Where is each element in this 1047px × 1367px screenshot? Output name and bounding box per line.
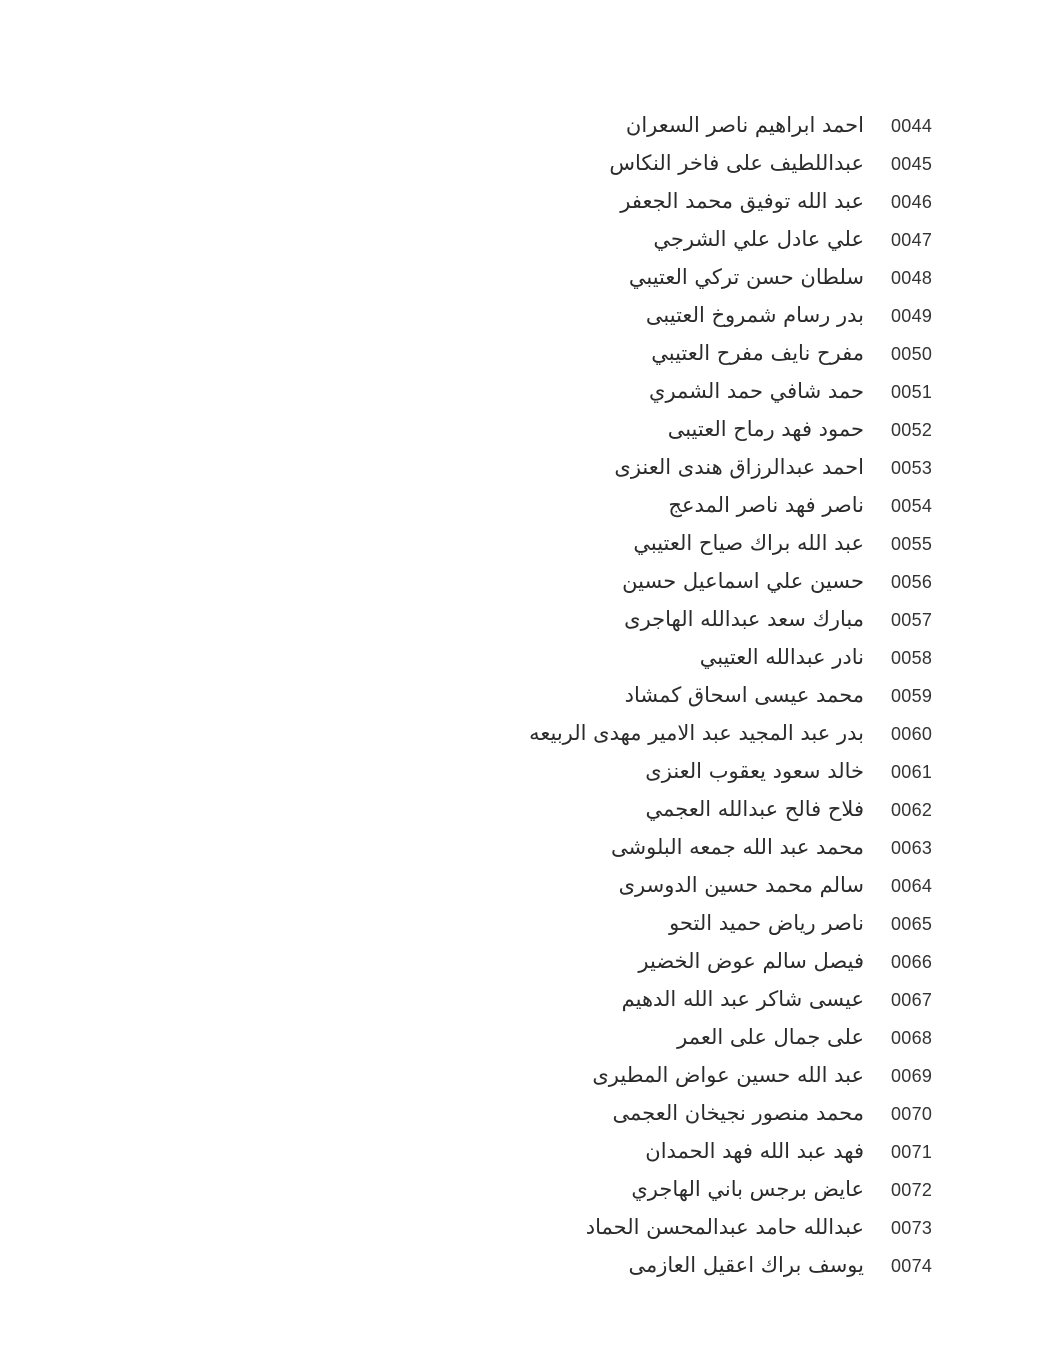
entry-name: عبد الله براك صياح العتيبي <box>633 531 864 555</box>
entry-name: يوسف براك اعقيل العازمى <box>628 1253 864 1277</box>
list-item <box>0 486 1047 524</box>
entry-name: احمد ابراهيم ناصر السعران <box>625 113 864 137</box>
list-item <box>0 942 1047 980</box>
entry-number: 0046 <box>891 192 933 212</box>
entry-name: عبدالله حامد عبدالمحسن الحماد <box>585 1215 864 1239</box>
list-item <box>0 372 1047 410</box>
entry-number: 0068 <box>891 1028 933 1048</box>
entry-name: فهد عبد الله فهد الحمدان <box>645 1139 864 1163</box>
entry-number: 0056 <box>891 572 933 592</box>
entry-name: محمد منصور نجيخان العجمى <box>612 1101 864 1125</box>
list-item <box>0 1170 1047 1208</box>
entry-number: 0054 <box>891 496 933 516</box>
entry-number: 0060 <box>891 724 933 744</box>
entry-name: حمد شافي حمد الشمري <box>649 379 864 403</box>
entry-number: 0071 <box>891 1142 933 1162</box>
entry-name: ناصر فهد ناصر المدعج <box>668 493 864 517</box>
entry-number: 0074 <box>891 1256 933 1276</box>
entry-number: 0065 <box>891 914 933 934</box>
names-list <box>0 106 1047 1284</box>
list-item <box>0 334 1047 372</box>
entry-number: 0067 <box>891 990 933 1010</box>
list-item <box>0 638 1047 676</box>
list-item <box>0 296 1047 334</box>
entry-number: 0049 <box>891 306 933 326</box>
entry-number: 0055 <box>891 534 933 554</box>
list-item <box>0 714 1047 752</box>
list-item <box>0 1246 1047 1284</box>
entry-number: 0062 <box>891 800 933 820</box>
list-item <box>0 144 1047 182</box>
list-item <box>0 1056 1047 1094</box>
entry-number: 0063 <box>891 838 933 858</box>
entry-number: 0051 <box>891 382 933 402</box>
list-item <box>0 562 1047 600</box>
entry-name: عيسى شاكر عبد الله الدهيم <box>621 987 864 1011</box>
entry-number: 0061 <box>891 762 933 782</box>
list-item <box>0 676 1047 714</box>
entry-name: عبد الله حسين عواض المطيرى <box>592 1063 864 1087</box>
entry-name: عبداللطيف على فاخر النكاس <box>609 151 864 175</box>
entry-name: سالم محمد حسين الدوسرى <box>618 873 864 897</box>
entry-name: مبارك سعد عبدالله الهاجرى <box>624 607 864 631</box>
entry-number: 0048 <box>891 268 933 288</box>
list-item <box>0 1132 1047 1170</box>
list-item <box>0 904 1047 942</box>
entry-name: بدر عبد المجيد عبد الامير مهدى الربيعه <box>529 721 864 745</box>
entry-number: 0066 <box>891 952 933 972</box>
entry-number: 0070 <box>891 1104 933 1124</box>
entry-name: علي عادل علي الشرجي <box>653 227 864 251</box>
entry-name: حسين علي اسماعيل حسين <box>622 569 864 593</box>
entry-number: 0064 <box>891 876 933 896</box>
list-item <box>0 258 1047 296</box>
list-item <box>0 600 1047 638</box>
entry-name: عايض برجس باني الهاجري <box>631 1177 864 1201</box>
list-item <box>0 752 1047 790</box>
entry-number: 0053 <box>891 458 933 478</box>
entry-number: 0044 <box>891 116 933 136</box>
list-item <box>0 980 1047 1018</box>
entry-number: 0052 <box>891 420 933 440</box>
entry-name: احمد عبدالرزاق هندى العنزى <box>614 455 864 479</box>
entry-name: على جمال على العمر <box>677 1025 864 1049</box>
entry-name: بدر رسام شمروخ العتيبى <box>645 303 864 327</box>
list-item <box>0 106 1047 144</box>
entry-number: 0058 <box>891 648 933 668</box>
entry-name: خالد سعود يعقوب العنزى <box>645 759 864 783</box>
entry-name: مفرح نايف مفرح العتيبي <box>651 341 864 365</box>
list-item <box>0 866 1047 904</box>
list-item <box>0 410 1047 448</box>
entry-name: حمود فهد رماح العتيبى <box>667 417 864 441</box>
entry-number: 0047 <box>891 230 933 250</box>
entry-number: 0073 <box>891 1218 933 1238</box>
entry-number: 0045 <box>891 154 933 174</box>
entry-name: ناصر رياض حميد التحو <box>669 911 864 935</box>
entry-name: محمد عيسى اسحاق كمشاد <box>624 683 864 707</box>
entry-name: فيصل سالم عوض الخضير <box>638 949 864 973</box>
entry-number: 0069 <box>891 1066 933 1086</box>
list-item <box>0 448 1047 486</box>
entry-number: 0050 <box>891 344 933 364</box>
list-item <box>0 524 1047 562</box>
entry-number: 0072 <box>891 1180 933 1200</box>
list-item <box>0 220 1047 258</box>
list-item <box>0 790 1047 828</box>
entry-name: عبد الله توفيق محمد الجعفر <box>620 189 864 213</box>
entry-number: 0059 <box>891 686 933 706</box>
entry-name: فلاح فالح عبدالله العجمي <box>645 797 864 821</box>
entry-number: 0057 <box>891 610 933 630</box>
list-item <box>0 182 1047 220</box>
list-item <box>0 828 1047 866</box>
entry-name: سلطان حسن تركي العتيبي <box>628 265 864 289</box>
list-item <box>0 1094 1047 1132</box>
list-item <box>0 1208 1047 1246</box>
list-item <box>0 1018 1047 1056</box>
entry-name: محمد عبد الله جمعه البلوشى <box>611 835 864 859</box>
entry-name: نادر عبدالله العتيبي <box>699 645 864 669</box>
